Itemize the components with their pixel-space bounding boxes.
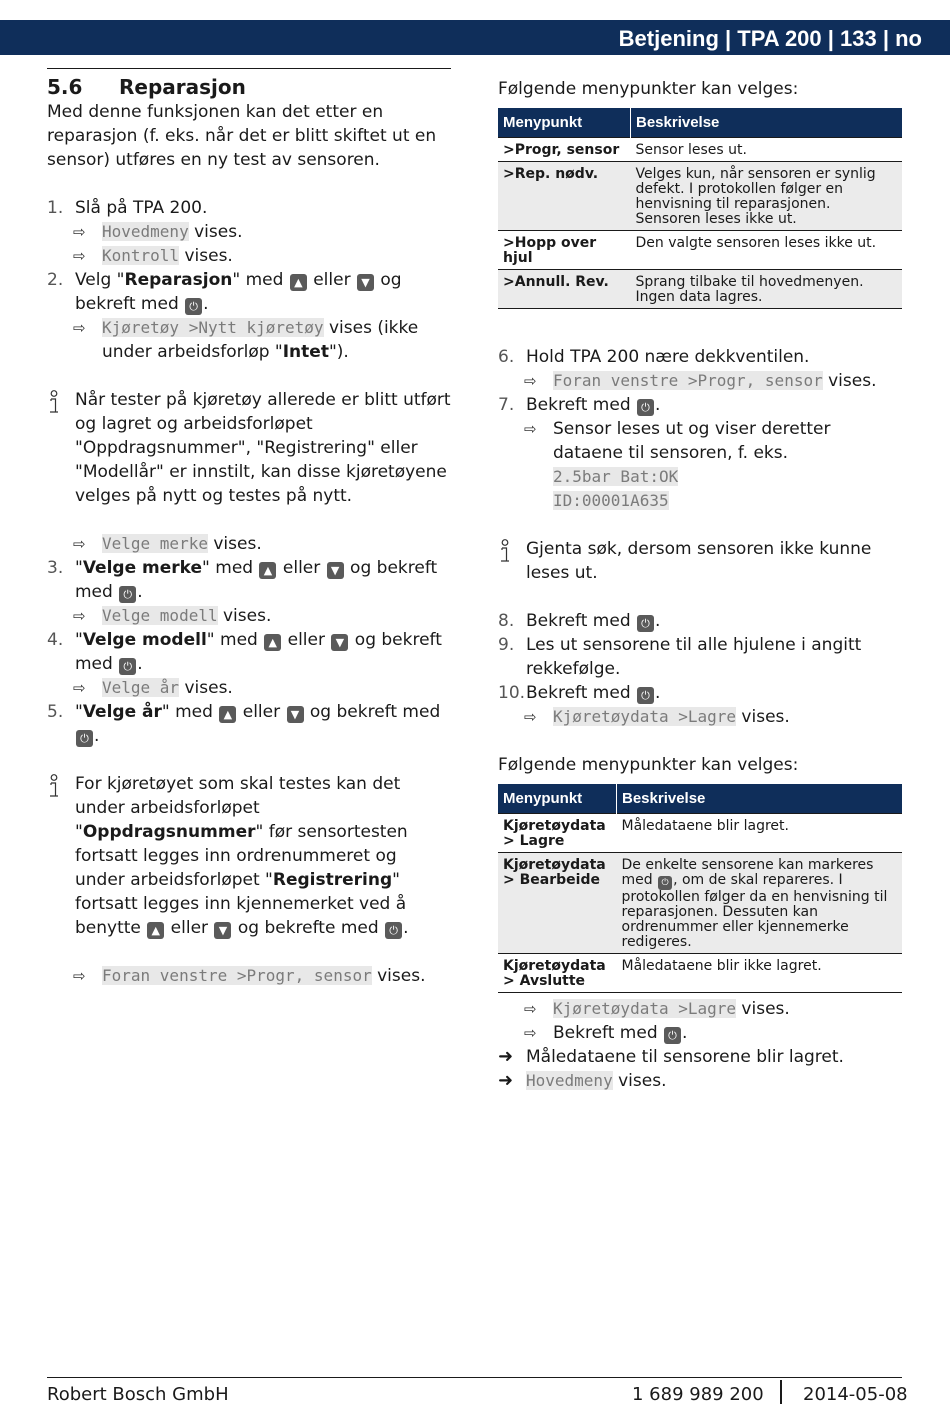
step-10: 10. Bekreft med ⏻ . (498, 683, 661, 703)
table-row: >Hopp over hjul Den valgte sensoren leses ikke ut. (498, 231, 902, 270)
result-arrow-icon: ⇨ (524, 708, 537, 726)
display-text: Hovedmeny (102, 222, 189, 241)
footer-rule (47, 1377, 902, 1378)
table-row: >Rep. nødv. Velges kun, når sensoren er synlig defekt. I protokollen følger en henvisning til reparasjonen. Sensoren leses ikke ut. (498, 162, 902, 231)
display-text: 2.5bar Bat:OK (553, 467, 679, 486)
result-line: ⇨ Bekreft med ⏻ . (524, 1023, 688, 1043)
footer-part-number: 1 689 989 200 (632, 1384, 764, 1405)
result-line: ⇨ Foran venstre >Progr, sensor vises. (73, 966, 426, 986)
result-arrow-icon: ⇨ (524, 372, 537, 390)
result-line: ⇨ Kjøretøydata >Lagre vises. (524, 707, 790, 727)
menu-table-2 (498, 784, 902, 993)
section-heading (47, 74, 451, 100)
result-arrow-icon: ⇨ (73, 607, 86, 625)
table-header: Beskrivelse (617, 784, 903, 814)
footer-date: 2014-05-08 (803, 1384, 908, 1405)
down-button-icon: ▼ (331, 634, 348, 651)
display-text: Foran venstre >Progr, sensor (102, 966, 372, 985)
step-4: 4. "Velge modell" med ▲ eller ▼ og bekreft med ⏻ . (47, 630, 442, 674)
result-arrow-icon: ⇨ (73, 223, 86, 241)
final-result: ➜ Måledataene til sensorene blir lagret. (498, 1046, 844, 1067)
section-rule (47, 68, 451, 69)
result-line: ⇨ Velge modell vises. (73, 606, 272, 626)
display-text: Velge modell (102, 606, 218, 625)
up-button-icon: ▲ (290, 274, 307, 291)
ok-button-icon: ⏻ (637, 615, 654, 632)
result-arrow-icon: ⇨ (73, 319, 86, 337)
result-line: ⇨ Kjøretøy >Nytt kjøretøy vises (ikke under arbeidsforløp "Intet"). (73, 318, 419, 362)
result-line: ⇨ Velge merke vises. (73, 534, 262, 554)
down-button-icon: ▼ (287, 706, 304, 723)
result-arrow-icon: ⇨ (524, 1024, 537, 1042)
page-header (0, 20, 950, 55)
ok-button-icon: ⏻ (385, 922, 402, 939)
up-button-icon: ▲ (147, 922, 164, 939)
up-button-icon: ▲ (259, 562, 276, 579)
display-text: ID:00001A635 (553, 491, 669, 510)
info-icon (47, 390, 61, 416)
result-line: ⇨ Foran venstre >Progr, sensor vises. (524, 371, 877, 391)
table-header: Beskrivelse (631, 108, 903, 138)
final-result: ➜ Hovedmeny vises. (498, 1070, 667, 1091)
step-6: 6. Hold TPA 200 nære dekkventilen. (498, 347, 810, 367)
footer-separator (780, 1380, 782, 1404)
info-note: For kjøretøyet som skal testes kan det under arbeidsforløpet "Oppdragsnummer" før sensortesten fortsatt legges inn ordrenummeret og under arbeidsforløpet "Registrering" fortsatt legges inn kjennemerket ved å benytte ▲ eller ▼ og bekrefte med ⏻ . (47, 772, 451, 940)
display-text: Foran venstre >Progr, sensor (553, 371, 823, 390)
table-intro: Følgende menypunkter kan velges: (498, 79, 799, 99)
result-arrow-icon: ⇨ (524, 420, 537, 438)
step-7: 7. Bekreft med ⏻ . (498, 395, 661, 415)
ok-button-icon: ⏻ (119, 586, 136, 603)
info-note: Gjenta søk, dersom sensoren ikke kunne leses ut. (498, 537, 902, 585)
step-3: 3. "Velge merke" med ▲ eller ▼ og bekreft med ⏻ . (47, 558, 438, 602)
result-arrow-icon: ⇨ (73, 967, 86, 985)
menu-table-1 (498, 108, 902, 309)
result-line: ⇨ Velge år vises. (73, 678, 233, 698)
final-arrow-icon: ➜ (498, 1070, 514, 1091)
down-button-icon: ▼ (214, 922, 231, 939)
display-text: Velge år (102, 678, 180, 697)
display-text: Kjøretøydata >Lagre (553, 999, 737, 1018)
up-button-icon: ▲ (219, 706, 236, 723)
down-button-icon: ▼ (357, 274, 374, 291)
table-row: Kjøretøydata > Lagre Måledataene blir lagret. (498, 814, 902, 853)
right-column (498, 77, 902, 1093)
result-line: ⇨ Sensor leses ut og viser deretter dataene til sensoren, f. eks. 2.5bar Bat:OK ID:00001A635 (524, 419, 831, 510)
left-column (47, 68, 451, 988)
down-button-icon: ▼ (327, 562, 344, 579)
info-note: Når tester på kjøretøy allerede er blitt utført og lagret og arbeidsforløpet "Oppdragsnummer", "Registrering" eller "Modellår" er innstilt, kan disse kjøretøyene velges på nytt og testes på nytt. (47, 388, 451, 508)
info-icon (47, 774, 61, 800)
up-button-icon: ▲ (264, 634, 281, 651)
result-line: ⇨ Kontroll vises. (73, 246, 233, 266)
step-8: 8. Bekreft med ⏻ . (498, 611, 661, 631)
result-arrow-icon: ⇨ (73, 535, 86, 553)
result-line: ⇨ Kjøretøydata >Lagre vises. (524, 999, 790, 1019)
section-intro: Med denne funksjonen kan det etter en reparasjon (f. eks. når det er blitt skiftet ut en sensor) utføres en ny test av sensoren. (47, 102, 437, 170)
table-row: >Progr, sensor Sensor leses ut. (498, 138, 902, 162)
table-row: >Annull. Rev. Sprang tilbake til hovedmenyen. Ingen data lagres. (498, 270, 902, 309)
ok-button-icon: ⏻ (658, 876, 672, 890)
display-text: Hovedmeny (526, 1071, 613, 1090)
table-header: Menypunkt (498, 108, 631, 138)
final-arrow-icon: ➜ (498, 1046, 514, 1067)
display-text: Kjøretøydata >Lagre (553, 707, 737, 726)
footer-company: Robert Bosch GmbH (47, 1384, 229, 1405)
step-5: 5. "Velge år" med ▲ eller ▼ og bekreft med ⏻ . (47, 702, 441, 746)
step-1: 1. Slå på TPA 200. (47, 198, 208, 218)
result-line: ⇨ Hovedmeny vises. (73, 222, 243, 242)
step-9: 9. Les ut sensorene til alle hjulene i angitt rekkefølge. (498, 635, 862, 679)
ok-button-icon: ⏻ (664, 1027, 681, 1044)
display-text: Velge merke (102, 534, 208, 553)
section-number: 5.6 (47, 75, 83, 99)
info-icon (498, 539, 512, 565)
step-2: 2. Velg "Reparasjon" med ▲ eller ▼ og bekreft med ⏻ . (47, 270, 402, 314)
display-text: Kontroll (102, 246, 180, 265)
table-intro: Følgende menypunkter kan velges: (498, 755, 799, 775)
ok-button-icon: ⏻ (76, 730, 93, 747)
result-arrow-icon: ⇨ (73, 247, 86, 265)
display-text: Kjøretøy >Nytt kjøretøy (102, 318, 324, 337)
ok-button-icon: ⏻ (185, 298, 202, 315)
result-arrow-icon: ⇨ (73, 679, 86, 697)
ok-button-icon: ⏻ (637, 687, 654, 704)
result-arrow-icon: ⇨ (524, 1000, 537, 1018)
table-header: Menypunkt (498, 784, 617, 814)
section-title: Reparasjon (119, 75, 246, 99)
header-title: Betjening | TPA 200 | 133 | no (618, 26, 922, 51)
table-row: Kjøretøydata > Bearbeide De enkelte sensorene kan markeres med ⏻ , om de skal repareres. I protokollen følger da en henvisning til reparasjonen. Dessuten kan ordrenummer eller kjennemerke redigeres. (498, 853, 902, 954)
ok-button-icon: ⏻ (637, 399, 654, 416)
ok-button-icon: ⏻ (119, 658, 136, 675)
table-row: Kjøretøydata > Avslutte Måledataene blir ikke lagret. (498, 954, 902, 993)
